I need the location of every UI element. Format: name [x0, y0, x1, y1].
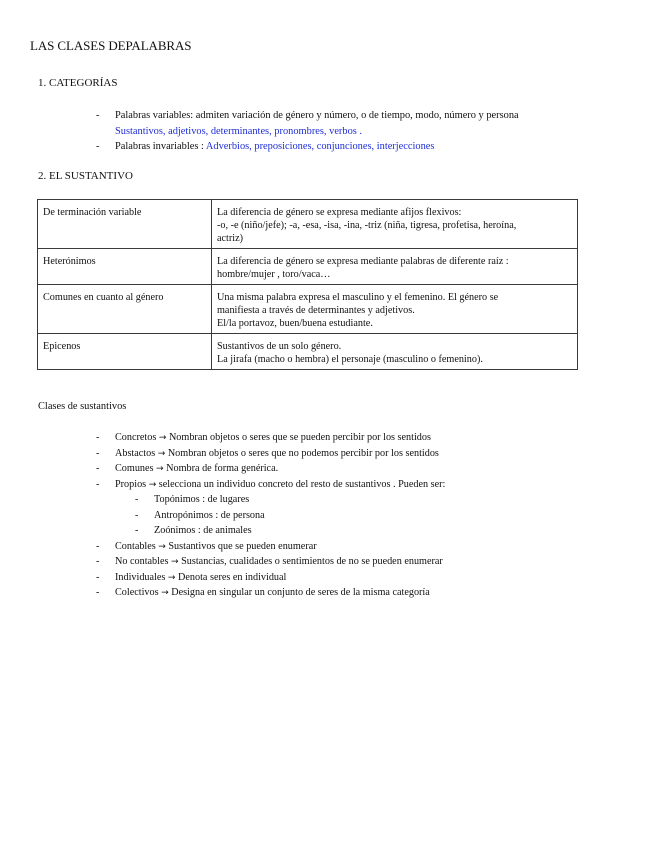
section-heading-sustantivo: 2. EL SUSTANTIVO: [38, 170, 133, 182]
invariables-list: Adverbios, preposiciones, conjunciones, interjecciones: [203, 141, 435, 152]
item-term: Concretos: [115, 432, 157, 443]
desc-line: manifiesta a través de determinantes y adjetivos.: [217, 305, 415, 316]
arrow-icon: →: [161, 588, 169, 598]
desc-line: Una misma palabra expresa el masculino y el femenino. El género se: [217, 292, 499, 303]
desc-line: El/la portavoz, buen/buena estudiante.: [217, 318, 373, 329]
invariables-label: Palabras invariables :: [115, 141, 204, 152]
table-desc: [212, 200, 578, 249]
bullet-dash: -: [96, 432, 100, 443]
table-term: Epicenos: [38, 334, 212, 370]
item-desc: Sustantivos que se pueden enumerar: [168, 540, 317, 552]
item-desc: Nombran objetos o seres que no podemos percibir por los sentidos: [167, 447, 439, 459]
arrow-icon: →: [148, 479, 157, 490]
bullet-dash: -: [96, 540, 100, 552]
table-term: De terminación variable: [38, 200, 212, 249]
bullet-dash: -: [96, 141, 100, 152]
table-row: [38, 249, 578, 285]
sub-list-item: [135, 523, 445, 539]
list-item: [96, 477, 446, 493]
bullet-dash: -: [135, 494, 139, 505]
item-desc: Nombran objetos o seres que se pueden percibir por los sentidos: [168, 432, 431, 443]
sub-list-item: [135, 492, 445, 508]
arrow-icon: →: [167, 572, 176, 583]
list-item: [96, 430, 445, 446]
clases-heading: Clases de sustantivos: [38, 401, 127, 412]
item-term: Contables: [115, 540, 156, 552]
gender-table: [37, 199, 578, 370]
bullet-palabras-variables: [96, 108, 519, 139]
sub-item-text: Antropónimos : de persona: [154, 509, 265, 521]
bullet-dash: -: [96, 447, 100, 459]
arrow-icon: →: [158, 433, 167, 443]
desc-line: Sustantivos de un solo género.: [217, 341, 342, 352]
item-desc: Nombra de forma genérica.: [166, 463, 279, 474]
sub-list-item: [135, 508, 445, 524]
item-desc: Denota seres en individual: [178, 571, 287, 583]
table-desc: [212, 249, 578, 285]
desc-line: hombre/mujer , toro/vaca…: [217, 269, 331, 280]
table-desc: [212, 285, 578, 334]
bullet-dash: -: [135, 525, 139, 536]
list-item: [96, 461, 445, 477]
table-desc: [212, 334, 578, 370]
bullet-dash: -: [96, 556, 100, 567]
bullet-dash: -: [96, 587, 100, 598]
bullet-dash: -: [135, 509, 139, 521]
list-item: [96, 554, 445, 570]
item-desc: Sustancias, cualidades o sentimientos de no se pueden enumerar: [181, 556, 443, 567]
item-desc: selecciona un individuo concreto del resto de sustantivos . Pueden ser:: [158, 478, 446, 490]
variables-label: Palabras variables: admiten variación de género y número, o de tiempo, modo, número y persona: [115, 110, 519, 121]
arrow-icon: →: [158, 541, 166, 552]
item-term: Propios: [115, 478, 147, 490]
table-term: Comunes en cuanto al género: [38, 285, 212, 334]
bullet-palabras-invariables: [96, 139, 435, 155]
list-item: [96, 539, 445, 555]
arrow-icon: →: [171, 557, 179, 567]
section-heading-categorias: 1. CATEGORÍAS: [38, 77, 118, 89]
desc-line: La diferencia de género se expresa mediante afijos flexivos:: [217, 207, 462, 218]
bullet-dash: -: [96, 463, 100, 474]
bullet-dash: -: [96, 571, 100, 583]
item-term: Individuales: [115, 571, 166, 583]
desc-line: La jirafa (macho o hembra) el personaje (masculino o femenino).: [217, 354, 483, 365]
table-row: [38, 285, 578, 334]
list-item: [96, 585, 445, 601]
table-row: [38, 200, 578, 249]
desc-line: -o, -e (niño/jefe); -a, -esa, -isa, -ina, -triz (niña, tigresa, profetisa, heroína,: [217, 220, 517, 231]
item-term: Colectivos: [115, 587, 159, 598]
variables-list: Sustantivos, adjetivos, determinantes, pronombres, verbos .: [115, 125, 363, 137]
sub-item-text: Zoónimos : de animales: [154, 525, 252, 536]
item-desc: Designa en singular un conjunto de seres de la misma categoría: [171, 587, 430, 598]
table-term: Heterónimos: [38, 249, 212, 285]
desc-line: actriz): [217, 233, 244, 244]
list-item: [96, 570, 445, 586]
list-item: [96, 446, 445, 462]
item-term: No contables: [115, 556, 169, 567]
desc-line: La diferencia de género se expresa mediante palabras de diferente raíz :: [217, 256, 509, 267]
table-row: [38, 334, 578, 370]
clases-list: [96, 430, 446, 601]
arrow-icon: →: [157, 448, 166, 459]
document-title: LAS CLASES DEPALABRAS: [30, 38, 192, 53]
sub-item-text: Topónimos : de lugares: [154, 494, 250, 505]
item-term: Abstactos: [115, 447, 156, 459]
bullet-dash: -: [96, 478, 100, 490]
item-term: Comunes: [115, 463, 154, 474]
bullet-dash: -: [96, 110, 100, 121]
arrow-icon: →: [156, 464, 164, 474]
